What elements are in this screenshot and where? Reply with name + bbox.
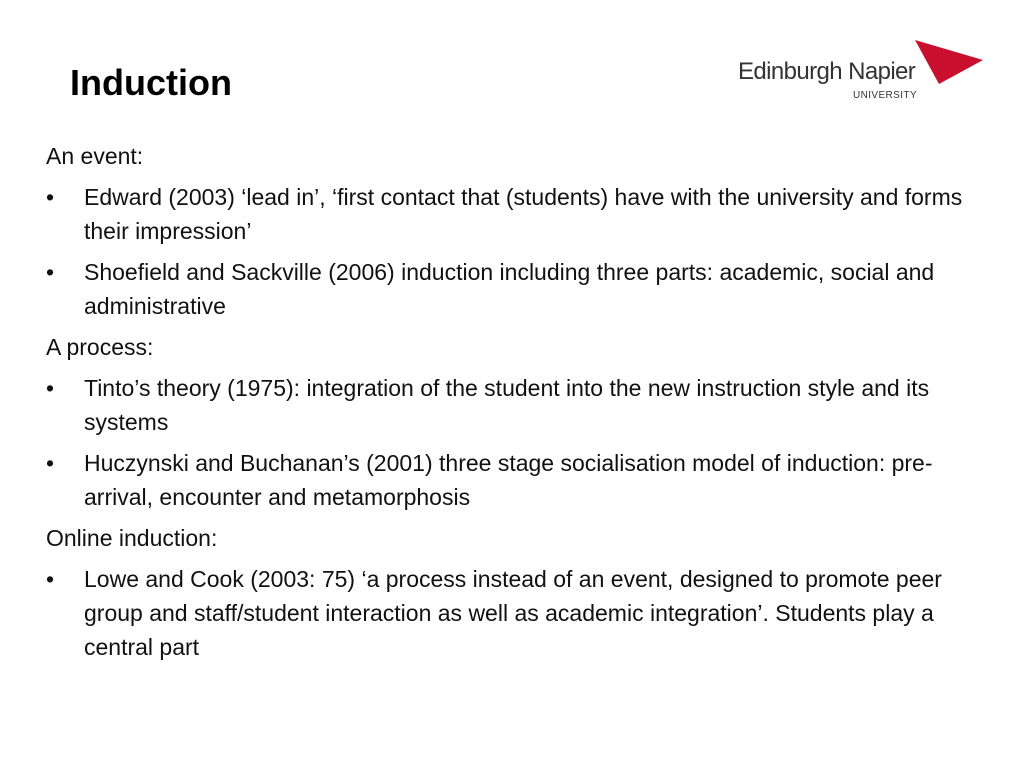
bullet-icon: • xyxy=(46,184,55,210)
bullet-text: Tinto’s theory (1975): integration of the student into the new instruction style and its systems xyxy=(84,375,930,435)
slide-body xyxy=(46,139,986,671)
section-online-induction xyxy=(46,521,986,664)
slide-title: Induction xyxy=(70,62,232,103)
list-item xyxy=(46,255,986,323)
list-item xyxy=(46,180,986,248)
university-logo xyxy=(738,38,988,102)
bullet-icon: • xyxy=(46,259,55,285)
bullet-icon: • xyxy=(46,375,55,401)
logo-name: Edinburgh Napier xyxy=(738,58,916,85)
bullet-text: Lowe and Cook (2003: 75) ‘a process instead of an event, designed to promote peer group and staff/student interaction as well as academic integration’. Students play a central part xyxy=(84,566,942,660)
bullet-text: Shoefield and Sackville (2006) induction including three parts: academic, social and administrative xyxy=(84,259,935,319)
section-process xyxy=(46,330,986,514)
list-item xyxy=(46,446,986,514)
section-heading: A process: xyxy=(46,334,154,360)
section-heading: Online induction: xyxy=(46,525,218,551)
section-event xyxy=(46,139,986,323)
logo-triangle-icon xyxy=(913,38,985,86)
bullet-text: Edward (2003) ‘lead in’, ‘first contact that (students) have with the university and forms their impression’ xyxy=(84,184,963,244)
list-item xyxy=(46,371,986,439)
logo-subtitle: UNIVERSITY xyxy=(853,90,918,101)
section-heading: An event: xyxy=(46,143,144,169)
bullet-icon: • xyxy=(46,566,55,592)
bullet-icon: • xyxy=(46,450,55,476)
list-item xyxy=(46,562,986,664)
bullet-text: Huczynski and Buchanan’s (2001) three stage socialisation model of induction: pre-arrival, encounter and metamorphosis xyxy=(84,450,933,510)
